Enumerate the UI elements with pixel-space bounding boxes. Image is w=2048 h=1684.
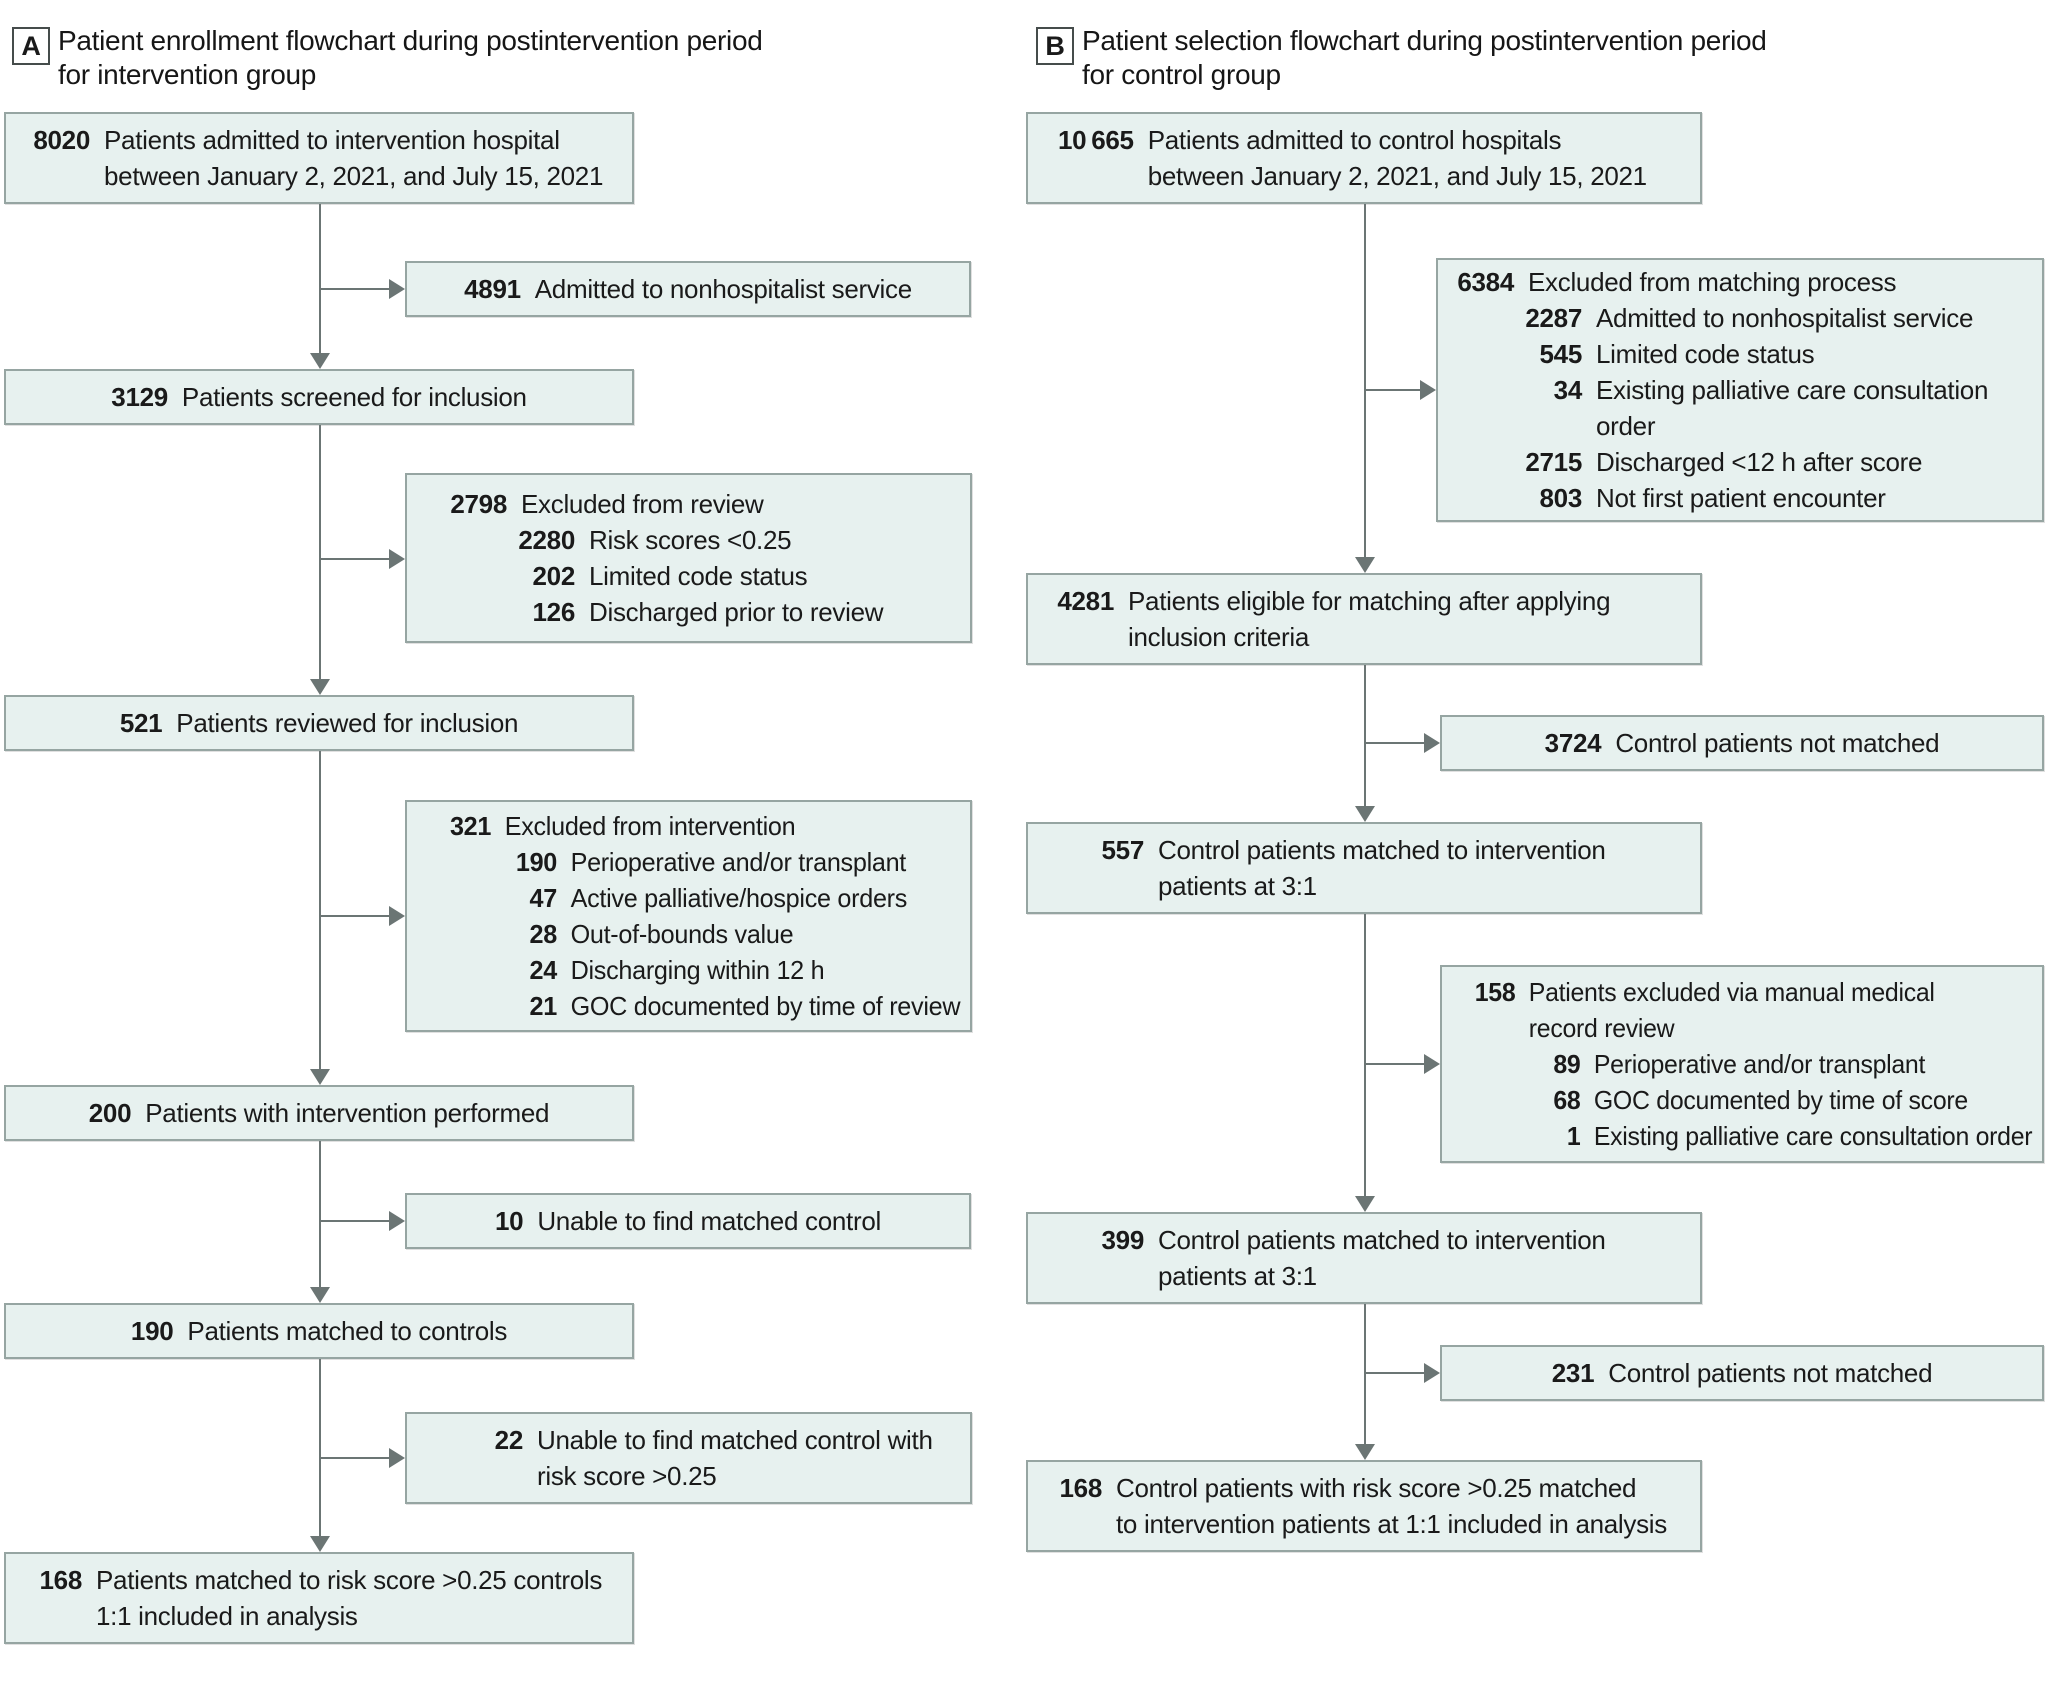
- count-value: 3724: [1544, 728, 1602, 758]
- panel-a-title-line-1: Patient enrollment flowchart during postintervention period: [58, 25, 763, 56]
- label-line: between January 2, 2021, and July 15, 2021: [104, 161, 604, 191]
- row-label: [1116, 1470, 1667, 1542]
- label-line: GOC documented by time of score: [1593, 1085, 1968, 1115]
- count-value: 68: [1553, 1085, 1581, 1115]
- connector-line-vertical: [1364, 1304, 1366, 1448]
- label-line: Discharged prior to review: [589, 597, 884, 627]
- row-label: [589, 594, 883, 630]
- connector-line-horizontal: [320, 1220, 393, 1222]
- flow-row: [463, 1422, 933, 1494]
- row-label: [1596, 300, 1973, 336]
- count-value: 231: [1551, 1358, 1595, 1388]
- label-line: Perioperative and/or transplant: [1593, 1049, 1926, 1079]
- flow-row: [1454, 336, 1988, 372]
- row-label: [1158, 1222, 1606, 1294]
- flow-box-content: [1454, 264, 1988, 516]
- label-line: Patients with intervention performed: [145, 1098, 550, 1128]
- flow-row: [1458, 1046, 2032, 1082]
- count-value: 200: [88, 1098, 132, 1128]
- row-label: [571, 952, 825, 988]
- connector-line-horizontal: [320, 1457, 393, 1459]
- label-line: Patients reviewed for inclusion: [176, 708, 519, 738]
- count-value: 126: [532, 597, 575, 627]
- count-value: 803: [1539, 483, 1582, 513]
- flow-box-content: [1458, 974, 2032, 1154]
- flow-box-sa4: [405, 1193, 971, 1249]
- arrowhead-down-icon: [1355, 1196, 1375, 1212]
- arrowhead-right-icon: [1420, 380, 1436, 400]
- count-value: 28: [529, 919, 558, 949]
- flow-box-content: [1545, 725, 1940, 761]
- flow-row: [1454, 264, 1988, 300]
- arrowhead-down-icon: [1355, 806, 1375, 822]
- flow-row: [22, 1562, 602, 1634]
- label-line: patients at 3:1: [1158, 1261, 1317, 1291]
- label-line: Admitted to nonhospitalist service: [1596, 303, 1974, 333]
- flow-row: [495, 1203, 881, 1239]
- row-label: [187, 1313, 507, 1349]
- row-label: [537, 1422, 933, 1494]
- row-label: [1594, 1082, 1968, 1118]
- flow-box-content: [131, 1313, 507, 1349]
- panel-a-badge: A: [12, 27, 50, 65]
- count-value: 190: [130, 1316, 174, 1346]
- flow-row: [1454, 480, 1988, 516]
- row-label: [1158, 832, 1606, 904]
- connector-line-vertical: [1364, 914, 1366, 1200]
- flow-box-sb2: [1440, 715, 2044, 771]
- label-line: Out-of-bounds value: [570, 919, 794, 949]
- label-line: patients at 3:1: [1158, 871, 1317, 901]
- panel-b-badge: B: [1036, 27, 1074, 65]
- arrowhead-right-icon: [389, 1211, 405, 1231]
- flow-box-content: [1054, 583, 1610, 655]
- label-line: Discharged <12 h after score: [1596, 447, 1923, 477]
- flow-row: [433, 916, 960, 952]
- flow-row: [433, 880, 960, 916]
- count-value: 168: [1059, 1473, 1102, 1503]
- row-label: [521, 486, 764, 522]
- connector-line-vertical: [319, 425, 321, 683]
- flow-row: [447, 558, 883, 594]
- label-line: Unable to find matched control: [537, 1206, 881, 1236]
- count-value: 10 665: [1058, 125, 1134, 155]
- flow-box-content: [111, 379, 526, 415]
- flow-box-sa3: [405, 800, 972, 1032]
- label-line: Active palliative/hospice orders: [570, 883, 908, 913]
- count-value: 89: [1553, 1049, 1581, 1079]
- count-value: 4281: [1057, 586, 1114, 616]
- count-value: 545: [1539, 339, 1582, 369]
- label-line: Control patients not matched: [1608, 1358, 1933, 1388]
- flow-row: [30, 122, 603, 194]
- flow-row: [1454, 300, 1988, 336]
- connector-line-horizontal: [1365, 389, 1424, 391]
- row-label: [535, 271, 912, 307]
- count-value: 47: [529, 883, 558, 913]
- flow-row: [89, 1095, 549, 1131]
- connector-line-horizontal: [1365, 1063, 1428, 1065]
- label-line: Patients excluded via manual medical: [1528, 977, 1935, 1007]
- label-line: inclusion criteria: [1128, 622, 1310, 652]
- row-label: [1594, 1046, 1925, 1082]
- row-label: [1596, 336, 1814, 372]
- label-line: between January 2, 2021, and July 15, 2021: [1147, 161, 1647, 191]
- flow-box-sb3: [1440, 965, 2044, 1163]
- arrowhead-down-icon: [1355, 1444, 1375, 1460]
- count-value: 24: [529, 955, 558, 985]
- arrowhead-right-icon: [389, 1448, 405, 1468]
- flow-box-content: [1552, 1355, 1933, 1391]
- flow-row: [447, 522, 883, 558]
- connector-line-horizontal: [1365, 1372, 1428, 1374]
- arrowhead-down-icon: [1355, 557, 1375, 573]
- flow-box-content: [22, 1562, 602, 1634]
- count-value: 399: [1101, 1225, 1144, 1255]
- flow-row: [1545, 725, 1940, 761]
- connector-line-vertical: [319, 1141, 321, 1291]
- count-value: 2280: [518, 525, 575, 555]
- arrowhead-right-icon: [1424, 1054, 1440, 1074]
- row-label: [1596, 480, 1886, 516]
- count-value: 6384: [1457, 267, 1514, 297]
- flow-box-sb1: [1436, 258, 2044, 522]
- count-value: 168: [39, 1565, 82, 1595]
- flow-row: [1458, 1082, 2032, 1118]
- flow-row: [1458, 974, 2032, 1046]
- row-label: [1615, 725, 1939, 761]
- arrowhead-right-icon: [389, 906, 405, 926]
- flow-row: [120, 705, 518, 741]
- connector-line-vertical: [319, 204, 321, 357]
- arrowhead-down-icon: [310, 1069, 330, 1085]
- label-line: Existing palliative care consultation: [1596, 375, 1989, 405]
- row-label: [505, 808, 796, 844]
- flow-box-b3: [1026, 822, 1702, 914]
- flow-box-b5: [1026, 1460, 1702, 1552]
- flow-row: [1058, 122, 1647, 194]
- row-label: [537, 1203, 881, 1239]
- row-label: [589, 522, 791, 558]
- count-value: 321: [449, 811, 492, 841]
- label-line: Limited code status: [589, 561, 808, 591]
- flow-box-a2: [4, 369, 634, 425]
- row-label: [1148, 122, 1647, 194]
- row-label: [1528, 264, 1896, 300]
- flow-box-content: [89, 1095, 549, 1131]
- label-line: GOC documented by time of review: [570, 991, 961, 1021]
- arrowhead-right-icon: [1424, 1363, 1440, 1383]
- label-line: Control patients with risk score >0.25 matched: [1116, 1473, 1637, 1503]
- count-value: 2715: [1525, 447, 1582, 477]
- connector-line-horizontal: [320, 288, 393, 290]
- label-line: Admitted to nonhospitalist service: [534, 274, 912, 304]
- connector-line-horizontal: [320, 915, 393, 917]
- label-line: Excluded from review: [521, 489, 764, 519]
- flow-row: [433, 844, 960, 880]
- row-label: [1594, 1118, 2032, 1154]
- label-line: record review: [1528, 1013, 1675, 1043]
- flow-box-a1: [4, 112, 634, 204]
- row-label: [571, 916, 794, 952]
- label-line: Unable to find matched control with: [537, 1425, 933, 1455]
- flow-box-content: [120, 705, 518, 741]
- count-value: 34: [1553, 375, 1582, 405]
- flow-box-a5: [4, 1303, 634, 1359]
- count-value: 10: [495, 1206, 524, 1236]
- row-label: [589, 558, 807, 594]
- flow-row: [1454, 372, 1988, 444]
- row-label: [104, 122, 603, 194]
- label-line: Excluded from matching process: [1528, 267, 1897, 297]
- flow-row: [433, 988, 960, 1024]
- count-value: 158: [1474, 977, 1516, 1007]
- flow-row: [447, 594, 883, 630]
- flow-box-content: [463, 1422, 933, 1494]
- label-line: Existing palliative care consultation order: [1593, 1121, 2033, 1151]
- label-line: Control patients matched to intervention: [1158, 835, 1606, 865]
- label-line: Control patients not matched: [1615, 728, 1940, 758]
- count-value: 8020: [33, 125, 90, 155]
- label-line: to intervention patients at 1:1 included in analysis: [1116, 1509, 1667, 1539]
- label-line: Not first patient encounter: [1596, 483, 1886, 513]
- label-line: Perioperative and/or transplant: [570, 847, 907, 877]
- flow-box-content: [1084, 1222, 1606, 1294]
- flow-row: [447, 486, 883, 522]
- flow-row: [433, 808, 960, 844]
- flow-box-sa2: [405, 473, 972, 643]
- flow-box-sb4: [1440, 1345, 2044, 1401]
- flow-box-a6: [4, 1552, 634, 1644]
- flow-box-a4: [4, 1085, 634, 1141]
- row-label: [1596, 444, 1922, 480]
- label-line: Excluded from intervention: [504, 811, 796, 841]
- flow-box-b2: [1026, 573, 1702, 665]
- panel-b-title: [1082, 24, 1767, 92]
- flow-box-b4: [1026, 1212, 1702, 1304]
- label-line: Patients matched to controls: [187, 1316, 508, 1346]
- count-value: 2798: [450, 489, 507, 519]
- flow-box-sa1: [405, 261, 971, 317]
- flow-row: [1054, 583, 1610, 655]
- row-label: [571, 844, 906, 880]
- arrowhead-right-icon: [389, 279, 405, 299]
- arrowhead-down-icon: [310, 1287, 330, 1303]
- connector-line-vertical: [319, 1359, 321, 1540]
- label-line: Limited code status: [1596, 339, 1815, 369]
- connector-line-horizontal: [320, 558, 393, 560]
- label-line: order: [1596, 411, 1656, 441]
- label-line: Discharging within 12 h: [570, 955, 825, 985]
- count-value: 2287: [1525, 303, 1582, 333]
- row-label: [182, 379, 527, 415]
- flow-box-b1: [1026, 112, 1702, 204]
- count-value: 21: [529, 991, 558, 1021]
- flow-box-content: [1084, 832, 1606, 904]
- label-line: Patients eligible for matching after applying: [1128, 586, 1611, 616]
- flow-row: [1084, 832, 1606, 904]
- flow-box-sa5: [405, 1412, 972, 1504]
- flow-box-content: [447, 486, 883, 630]
- flow-box-content: [30, 122, 603, 194]
- flow-row: [433, 952, 960, 988]
- connector-line-vertical: [319, 751, 321, 1073]
- panel-a-title: [58, 24, 763, 92]
- row-label: [176, 705, 518, 741]
- row-label: [571, 880, 908, 916]
- label-line: Patients admitted to control hospitals: [1147, 125, 1562, 155]
- row-label: [1596, 372, 1988, 444]
- label-line: Control patients matched to intervention: [1158, 1225, 1606, 1255]
- flow-box-content: [495, 1203, 881, 1239]
- arrowhead-right-icon: [389, 549, 405, 569]
- count-value: 3129: [111, 382, 168, 412]
- flow-row: [131, 1313, 507, 1349]
- flow-box-content: [433, 808, 960, 1024]
- flow-box-content: [1042, 1470, 1667, 1542]
- count-value: 1: [1566, 1121, 1581, 1151]
- connector-line-vertical: [1364, 204, 1366, 561]
- count-value: 557: [1101, 835, 1144, 865]
- row-label: [1608, 1355, 1932, 1391]
- label-line: Patients admitted to intervention hospital: [104, 125, 560, 155]
- flow-box-content: [1058, 122, 1647, 194]
- label-line: Patients screened for inclusion: [181, 382, 527, 412]
- arrowhead-down-icon: [310, 1536, 330, 1552]
- row-label: [96, 1562, 602, 1634]
- label-line: Risk scores <0.25: [589, 525, 792, 555]
- flow-row: [1042, 1470, 1667, 1542]
- panel-a-title-line-2: for intervention group: [58, 59, 317, 90]
- arrowhead-down-icon: [310, 353, 330, 369]
- flow-row: [464, 271, 912, 307]
- label-line: risk score >0.25: [537, 1461, 717, 1491]
- count-value: 521: [119, 708, 163, 738]
- flow-row: [1552, 1355, 1933, 1391]
- count-value: 202: [532, 561, 575, 591]
- connector-line-horizontal: [1365, 742, 1428, 744]
- flow-box-a3: [4, 695, 634, 751]
- flow-row: [1084, 1222, 1606, 1294]
- arrowhead-down-icon: [310, 679, 330, 695]
- panel-b-title-line-2: for control group: [1082, 59, 1281, 90]
- count-value: 4891: [464, 274, 521, 304]
- row-label: [1529, 974, 1935, 1046]
- connector-line-vertical: [1364, 665, 1366, 810]
- row-label: [571, 988, 961, 1024]
- count-value: 190: [515, 847, 558, 877]
- flow-row: [1454, 444, 1988, 480]
- flow-row: [111, 379, 526, 415]
- row-label: [145, 1095, 549, 1131]
- arrowhead-right-icon: [1424, 733, 1440, 753]
- panel-b-title-line-1: Patient selection flowchart during postintervention period: [1082, 25, 1767, 56]
- label-line: 1:1 included in analysis: [96, 1601, 358, 1631]
- row-label: [1128, 583, 1610, 655]
- label-line: Patients matched to risk score >0.25 controls: [96, 1565, 603, 1595]
- count-value: 22: [494, 1425, 523, 1455]
- flow-box-content: [464, 271, 912, 307]
- flow-row: [1458, 1118, 2032, 1154]
